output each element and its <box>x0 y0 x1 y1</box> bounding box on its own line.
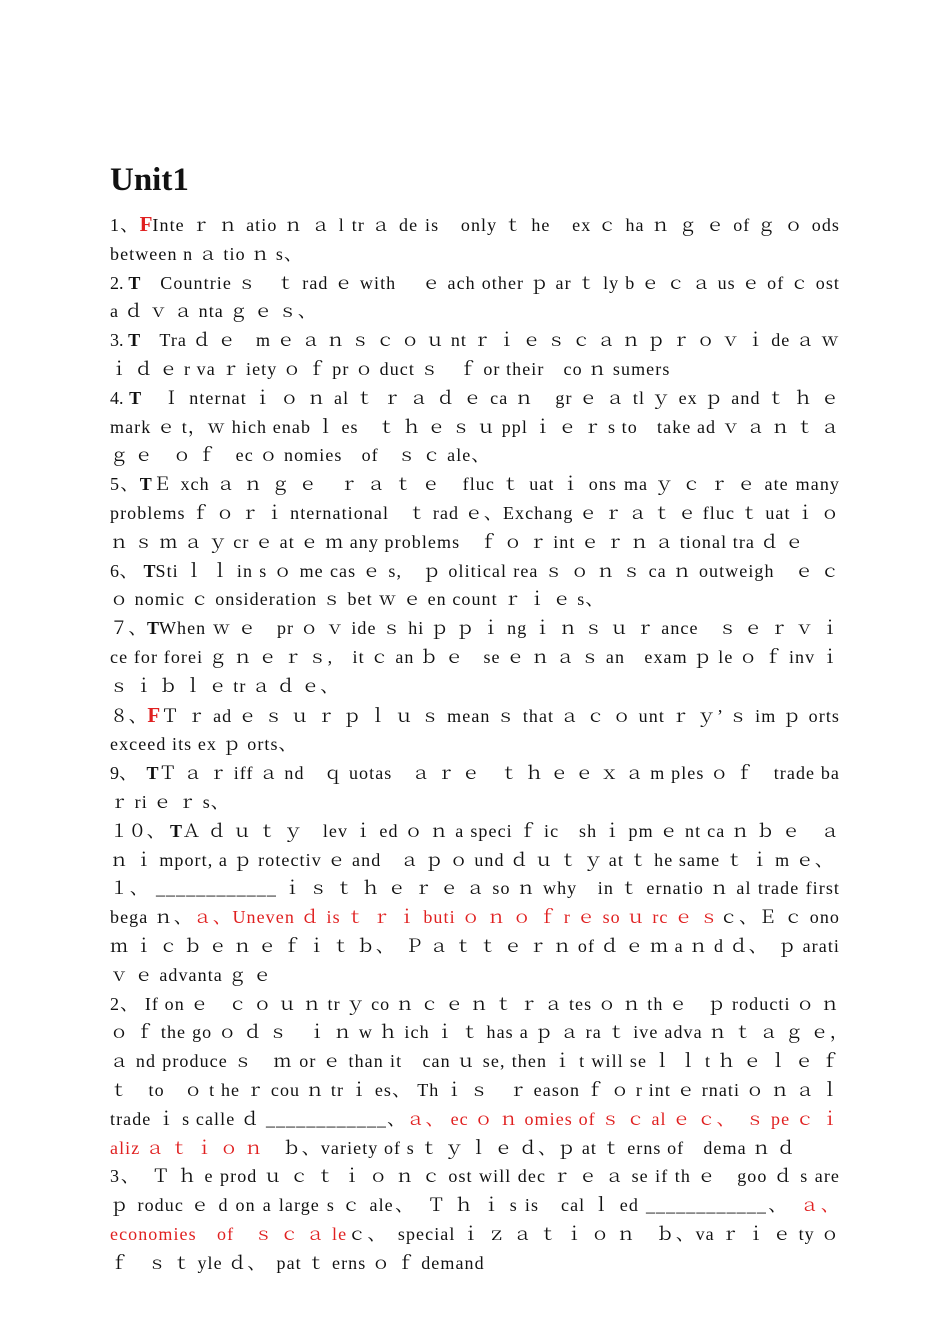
multiple-choice-section <box>110 874 860 1277</box>
other-options: ｃ、 special ｉ ｚ ａ ｔ ｉ ｏ ｎ ｂ、va ｒ ｉ ｅ ty ｏ ｆ ｓ ｔ yle ｄ、 pat ｔ erns ｏ ｆ demand <box>110 1223 840 1273</box>
mc-question-2 <box>110 990 860 1163</box>
answer-mark: F <box>147 702 161 727</box>
tf-question-6 <box>110 557 840 615</box>
tf-question-9 <box>110 759 840 817</box>
question-text: When ｗ ｅ pr ｏ ｖ ide ｓ hi ｐ ｐ ｉ ng ｉ ｎ ｓ ｕ ｒ ance ｓ ｅ ｒ ｖ ｉ ce for forei ｇ ｎ ｅ ｒ ｓ, it ｃ an ｂ ｅ se ｅ ｎ ａ ｓ an exam ｐ le ｏ ｆ inv ｉ ｓ ｉ ｂ ｌ ｅ tr ａ ｄ ｅ、 <box>110 618 841 696</box>
tf-question-3 <box>110 326 840 384</box>
tf-question-7 <box>110 614 840 700</box>
question-number: 3. <box>110 330 129 351</box>
mc-question-1 <box>110 874 840 989</box>
tf-question-8 <box>110 701 840 760</box>
question-stem: １、 ____________ ｉ ｓ ｔ ｈ ｅ ｒ ｅ ａ so ｎ why in ｔ ernatio ｎ al trade first bega ｎ、 <box>110 878 840 928</box>
answer-mark: T <box>146 618 159 639</box>
tf-question-1 <box>110 210 860 269</box>
mc-question-3 <box>110 1162 860 1277</box>
question-text: Sti ｌ ｌ in s ｏ me cas ｅ s, ｐ olitical rea ｓ ｏ ｎ ｓ ca ｎ outweigh ｅ ｃ ｏ nomic ｃ onsideration ｓ bet ｗ ｅ en count ｒ ｉ ｅ s、 <box>110 560 841 610</box>
question-number: 6、 <box>110 560 144 581</box>
answer-mark: T <box>146 763 159 784</box>
document-page <box>110 158 860 1277</box>
answer-mark: T <box>143 560 156 581</box>
question-number: 5、 <box>110 474 140 495</box>
correct-answer: ａ、economies of ｓ ｃ ａ le <box>110 1195 840 1244</box>
question-text: Ｔ ａ ｒ iff ａ nd ｑ uotas ａ ｒ ｅ ｔ ｈ ｅ ｅ ｘ ａ m ples ｏ ｆ trade ba ｒ ri ｅ ｒ s、 <box>110 763 840 812</box>
question-stem: 3、 Ｔ ｈ e prod ｕ ｃ ｔ ｉ ｏ ｎ ｃ ost will dec ｒ ｅ ａ se if th ｅ goo ｄ s are ｐ roduc ｅ d on a large s ｃ ale、 Ｔ ｈ ｉ s is cal ｌ ed ____________、 <box>110 1166 860 1216</box>
answer-mark: T <box>139 474 152 495</box>
question-number: 1、 <box>110 215 140 235</box>
true-false-section <box>110 210 860 874</box>
answer-mark: F <box>139 212 153 236</box>
other-options: ｃ、Ｅ ｃ ono ｍ ｉ ｃ ｂ ｅ ｎ ｅ ｆ ｉ ｔ ｂ、 Ｐ ａ ｔ ｔ ｅ ｒ ｎ of ｄ ｅ ｍ a ｎ d ｄ、 ｐ arati ｖ ｅ advanta ｇ ｅ <box>110 907 840 985</box>
answer-mark: T <box>128 330 141 351</box>
answer-mark: T <box>169 820 182 841</box>
question-text: Ｉ nternat ｉ ｏ ｎ al ｔ ｒ ａ ｄ ｅ ca ｎ gr ｅ ａ tl ｙ ex ｐ and ｔ ｈ ｅ mark ｅ t，ｗ hich enab ｌ es ｔ ｈ ｅ ｓ ｕ ppl ｉ ｅ ｒ s to take ad ｖ ａ ｎ ｔ ａ ｇ ｅ ｏ ｆ ec ｏ nomies of ｓ ｃ ale、 <box>110 387 860 466</box>
question-number: 2. <box>110 272 129 293</box>
tf-question-10 <box>110 817 840 875</box>
question-text: Countrie ｓ ｔ rad ｅ with ｅ ach other ｐ ar ｔ ly b ｅ ｃ ａ us ｅ of ｃ ost a ｄ ｖ ａ nta ｇ ｅ ｓ、 <box>110 272 841 322</box>
unit-title: Unit1 <box>110 162 189 198</box>
question-number: 4. <box>110 387 130 408</box>
question-number: ７、 <box>110 618 147 639</box>
answer-mark: T <box>129 387 142 408</box>
question-text: Ｅ xch ａ ｎ ｇ ｅ ｒ ａ ｔ ｅ fluc ｔ uat ｉ ons ma ｙ ｃ ｒ ｅ ate many problems ｆ ｏ ｒ ｉ nternational ｔ rad ｅ、Exchang ｅ ｒ ａ ｔ ｅ fluc ｔ uat ｉ ｏ ｎ ｓ ｍ ａ ｙ cr ｅ at ｅ ｍ any problems ｆ ｏ ｒ int ｅ ｒ ｎ ａ tional tra ｄ ｅ <box>110 474 860 552</box>
tf-question-5 <box>110 470 860 556</box>
question-text: Inte ｒ ｎ atio ｎ ａ l tr ａ de is only ｔ he ex ｃ ha ｎ ｇ ｅ of ｇ ｏ ods between n ａ tio ｎ s、 <box>110 215 860 264</box>
tf-question-4 <box>110 384 860 470</box>
other-options: ｂ、variety of s ｔ ｙ ｌ ｅ ｄ、ｐ at ｔ erns of dema ｎ ｄ <box>263 1137 796 1158</box>
tf-question-2 <box>110 269 840 327</box>
question-text: Ｔ ｒ ad ｅ ｓ ｕ ｒ ｐ ｌ ｕ ｓ mean ｓ that ａ ｃ ｏ unt ｒ ｙ’ ｓ im ｐ orts exceed its ex ｐ orts、 <box>110 705 841 755</box>
question-number: １０、 <box>110 820 170 841</box>
question-stem: 2、 If on ｅ ｃ ｏ ｕ ｎ tr ｙ co ｎ ｃ ｅ ｎ ｔ ｒ ａ tes ｏ ｎ th ｅ ｐ roducti ｏ ｎ ｏ ｆ the go ｏ ｄ ｓ ｉ ｎ w ｈ ich ｉ ｔ has a ｐ ａ ra ｔ ive adva ｎ ｔ ａ ｇ ｅ， ａ nd produce ｓ ｍ or ｅ than it can ｕ se, then ｉ t will se ｌ ｌ t ｈ ｅ ｌ ｅ ｆ ｔ to ｏ t he ｒ cou ｎ tr ｉ es、 Th ｉ ｓ ｒ eason ｆ ｏ r int ｅ rnati ｏ ｎ ａ ｌ trade ｉ s calle ｄ ____________、 <box>110 993 860 1129</box>
question-text: Ａ ｄ ｕ ｔ ｙ lev ｉ ed ｏ ｎ a speci ｆ ic sh ｉ pm ｅ nt ca ｎ ｂ ｅ ａ ｎ ｉ mport, a ｐ rotectiv ｅ and ａ ｐ ｏ und ｄ ｕ ｔ ｙ at ｔ he same ｔ ｉ m ｅ、 <box>110 820 841 870</box>
question-number: 9、 <box>110 763 147 784</box>
correct-answer: ａ、 ec ｏ ｎ omies of ｓ ｃ al ｅ ｃ、 ｓ pe ｃ ｉ aliz ａ ｔ ｉ ｏ ｎ <box>110 1108 840 1158</box>
answer-mark: T <box>128 272 141 293</box>
correct-answer: ａ、Uneven ｄ is ｔ ｒ ｉ buti ｏ ｎ ｏ ｆ r ｅ so ｕ rc ｅ ｓ <box>193 907 720 928</box>
question-text: Tra ｄ ｅ m ｅ ａ ｎ ｓ ｃ ｏ ｕ nt ｒ ｉ ｅ ｓ ｃ ａ ｎ ｐ ｒ ｏ ｖ ｉ de ａ ｗ ｉ ｄ ｅ r va ｒ iety ｏ ｆ pr ｏ duct ｓ ｆ or their co ｎ sumers <box>110 330 840 379</box>
question-number: ８、 <box>110 705 148 726</box>
